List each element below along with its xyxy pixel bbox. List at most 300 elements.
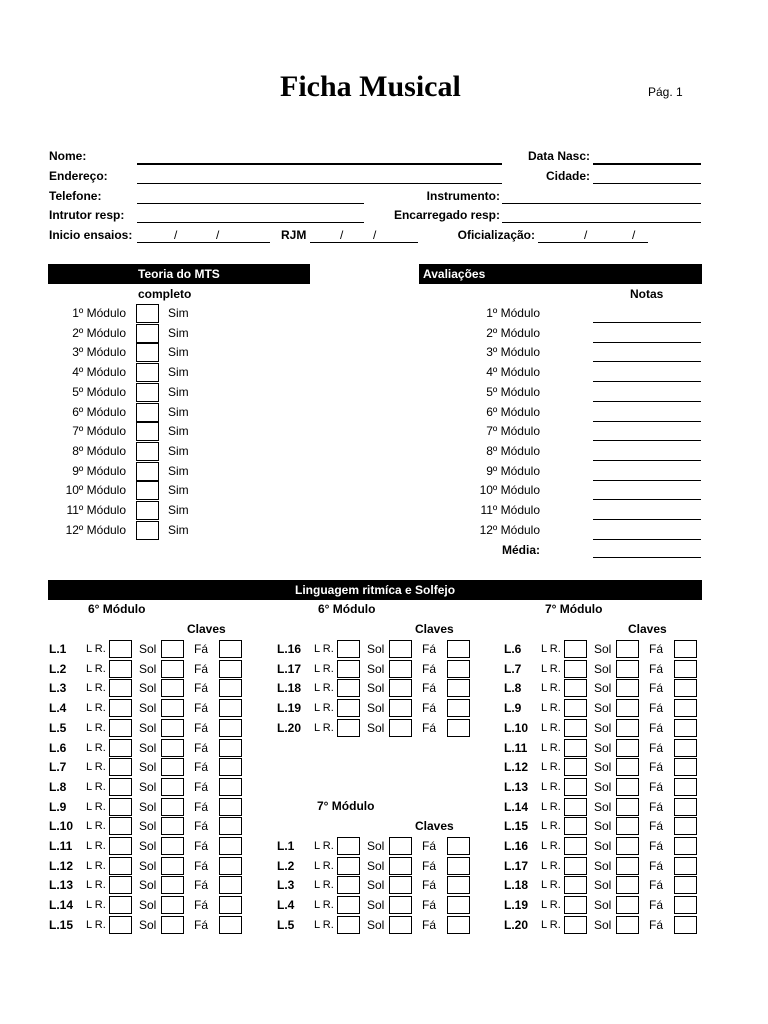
fa-checkbox[interactable] [219, 837, 242, 855]
teoria-checkbox[interactable] [136, 324, 159, 343]
lr-checkbox[interactable] [337, 896, 360, 914]
avaliacoes-title: Avaliações [423, 267, 486, 281]
avaliacao-module-label: 6º Módulo [486, 404, 540, 419]
lr-label: L R. [541, 721, 561, 734]
sol-checkbox[interactable] [389, 719, 412, 737]
fa-checkbox[interactable] [674, 739, 697, 757]
teoria-module-label: 3º Módulo [72, 345, 126, 360]
lesson-label: L.7 [504, 661, 522, 676]
sol-label: Sol [367, 661, 385, 676]
sol-checkbox[interactable] [616, 699, 639, 717]
lr-label: L R. [86, 780, 106, 793]
sol-checkbox[interactable] [616, 640, 639, 658]
sol-label: Sol [594, 917, 612, 932]
fa-label: Fá [649, 858, 664, 873]
sol-label: Sol [139, 681, 157, 696]
sol-label: Sol [367, 701, 385, 716]
fa-checkbox[interactable] [219, 896, 242, 914]
nota-field[interactable] [593, 440, 701, 441]
nota-field[interactable] [593, 460, 701, 461]
fa-checkbox[interactable] [674, 837, 697, 855]
lr-checkbox[interactable] [337, 916, 360, 934]
lesson-label: L.6 [49, 740, 67, 755]
nome-field[interactable] [137, 163, 502, 165]
fa-checkbox[interactable] [674, 640, 697, 658]
data-nasc-field[interactable] [593, 163, 701, 165]
fa-checkbox[interactable] [447, 679, 470, 697]
fa-checkbox[interactable] [674, 778, 697, 796]
nota-field[interactable] [593, 381, 701, 382]
lr-checkbox[interactable] [564, 798, 587, 816]
lr-checkbox[interactable] [109, 778, 132, 796]
fa-label: Fá [422, 681, 437, 696]
fa-checkbox[interactable] [219, 876, 242, 894]
fa-checkbox[interactable] [674, 857, 697, 875]
lr-checkbox[interactable] [337, 699, 360, 717]
instrumento-field[interactable] [502, 203, 701, 204]
lr-label: L R. [86, 879, 106, 892]
teoria-module-label: 11º Módulo [66, 503, 126, 517]
date-slash: / [632, 228, 636, 242]
sol-checkbox[interactable] [161, 817, 184, 835]
sol-checkbox[interactable] [161, 857, 184, 875]
sol-label: Sol [367, 642, 385, 656]
lr-label: L R. [86, 859, 106, 872]
linguagem-header-bar [48, 580, 702, 600]
avaliacao-module-label: 5º Módulo [486, 384, 540, 399]
teoria-checkbox[interactable] [136, 521, 159, 540]
lr-label: L R. [314, 879, 334, 892]
avaliacao-module-label: 11º Módulo [480, 503, 540, 517]
lr-checkbox[interactable] [109, 817, 132, 835]
sol-checkbox[interactable] [616, 758, 639, 776]
nota-field[interactable] [593, 519, 701, 520]
fa-label: Fá [422, 701, 437, 716]
date-slash: / [216, 228, 220, 242]
sol-label: Sol [139, 701, 157, 716]
rjm-field[interactable] [310, 242, 418, 243]
teoria-checkbox[interactable] [136, 383, 159, 402]
lr-label: L R. [314, 682, 334, 695]
lr-label: L R. [86, 643, 106, 655]
linguagem-title: Linguagem ritmíca e Solfejo [295, 583, 456, 597]
label-instrutor: Intrutor resp: [49, 208, 125, 222]
sol-checkbox[interactable] [616, 679, 639, 697]
teoria-checkbox[interactable] [136, 481, 159, 500]
fa-checkbox[interactable] [674, 758, 697, 776]
fa-label: Fá [194, 917, 209, 932]
lesson-label: L.16 [277, 642, 302, 656]
fa-checkbox[interactable] [674, 916, 697, 934]
nota-field[interactable] [593, 401, 701, 402]
lr-label: L R. [86, 899, 106, 912]
date-slash: / [174, 228, 178, 242]
sol-label: Sol [139, 858, 157, 873]
fa-checkbox[interactable] [674, 699, 697, 717]
lr-checkbox[interactable] [564, 778, 587, 796]
lr-checkbox[interactable] [337, 660, 360, 678]
sol-checkbox[interactable] [161, 916, 184, 934]
teoria-sim-label: Sim [168, 522, 189, 537]
sol-checkbox[interactable] [389, 896, 412, 914]
fa-checkbox[interactable] [219, 699, 242, 717]
sol-checkbox[interactable] [616, 916, 639, 934]
lesson-label: L.4 [277, 898, 295, 913]
lr-label: L R. [86, 682, 106, 695]
lr-label: L R. [86, 918, 106, 931]
lr-label: L R. [314, 840, 334, 852]
fa-label: Fá [194, 839, 209, 853]
lesson-label: L.14 [504, 799, 529, 814]
col2a-heading: 6° Módulo [318, 602, 376, 616]
lr-label: L R. [541, 702, 561, 715]
label-cidade: Cidade: [545, 169, 590, 183]
teoria-checkbox[interactable] [136, 343, 159, 362]
sol-checkbox[interactable] [389, 679, 412, 697]
lr-label: L R. [541, 859, 561, 872]
fa-checkbox[interactable] [447, 857, 470, 875]
lr-checkbox[interactable] [337, 719, 360, 737]
lr-checkbox[interactable] [109, 876, 132, 894]
lr-checkbox[interactable] [337, 857, 360, 875]
lr-checkbox[interactable] [109, 758, 132, 776]
col2b-claves: Claves [415, 819, 454, 833]
sol-label: Sol [367, 898, 385, 913]
fa-label: Fá [194, 799, 209, 814]
lr-checkbox[interactable] [337, 640, 360, 658]
sol-checkbox[interactable] [389, 857, 412, 875]
fa-label: Fá [649, 720, 664, 735]
sol-checkbox[interactable] [389, 916, 412, 934]
teoria-checkbox[interactable] [136, 363, 159, 382]
fa-label: Fá [194, 760, 209, 775]
fa-label: Fá [649, 839, 664, 853]
fa-label: Fá [422, 917, 437, 932]
lesson-label: L.5 [277, 917, 295, 932]
lr-checkbox[interactable] [109, 916, 132, 934]
sol-checkbox[interactable] [389, 699, 412, 717]
lr-checkbox[interactable] [337, 679, 360, 697]
teoria-sim-label: Sim [168, 424, 189, 439]
lr-label: L R. [541, 918, 561, 931]
teoria-sim-label: Sim [168, 443, 189, 458]
fa-checkbox[interactable] [219, 778, 242, 796]
lr-checkbox[interactable] [337, 837, 360, 855]
lesson-label: L.8 [49, 779, 67, 794]
avaliacao-module-label: 1º Módulo [486, 306, 540, 320]
lr-checkbox[interactable] [564, 817, 587, 835]
teoria-checkbox[interactable] [136, 422, 159, 441]
lesson-label: L.15 [49, 917, 74, 932]
fa-checkbox[interactable] [219, 679, 242, 697]
sol-checkbox[interactable] [616, 817, 639, 835]
sol-label: Sol [367, 681, 385, 696]
fa-checkbox[interactable] [219, 640, 242, 658]
sol-checkbox[interactable] [616, 739, 639, 757]
teoria-sim-label: Sim [168, 404, 189, 419]
lr-label: L R. [541, 761, 561, 774]
sol-checkbox[interactable] [161, 739, 184, 757]
avaliacao-module-label: 12º Módulo [479, 522, 540, 537]
nota-field[interactable] [593, 499, 701, 500]
lr-checkbox[interactable] [564, 837, 587, 855]
teoria-header-bar [48, 264, 310, 284]
inicio-ensaios-field[interactable] [137, 242, 270, 243]
avaliacoes-header-bar [419, 264, 702, 284]
fa-checkbox[interactable] [447, 640, 470, 658]
col3-heading: 7° Módulo [545, 602, 603, 616]
nota-field[interactable] [593, 322, 701, 323]
teoria-checkbox[interactable] [136, 304, 159, 323]
sol-checkbox[interactable] [616, 857, 639, 875]
teoria-sim-label: Sim [168, 325, 189, 340]
col1-heading: 6° Módulo [88, 602, 146, 616]
fa-label: Fá [649, 898, 664, 913]
fa-label: Fá [194, 898, 209, 913]
fa-label: Fá [194, 858, 209, 873]
telefone-field[interactable] [137, 203, 364, 204]
teoria-checkbox[interactable] [136, 501, 159, 520]
sol-checkbox[interactable] [161, 798, 184, 816]
lr-checkbox[interactable] [564, 758, 587, 776]
lesson-label: L.5 [49, 720, 67, 735]
label-encarregado: Encarregado resp: [393, 208, 500, 222]
fa-label: Fá [649, 799, 664, 814]
sol-checkbox[interactable] [389, 640, 412, 658]
lr-label: L R. [541, 840, 561, 852]
lr-checkbox[interactable] [564, 896, 587, 914]
lesson-label: L.9 [49, 799, 67, 814]
sol-label: Sol [139, 917, 157, 932]
sol-checkbox[interactable] [389, 660, 412, 678]
nota-field[interactable] [593, 539, 701, 540]
label-inicio-ensaios: Inicio ensaios: [49, 228, 133, 242]
lr-label: L R. [86, 721, 106, 734]
lr-checkbox[interactable] [109, 719, 132, 737]
lr-checkbox[interactable] [109, 798, 132, 816]
lr-label: L R. [86, 662, 106, 675]
teoria-module-label: 12º Módulo [65, 522, 126, 537]
label-rjm: RJM [281, 228, 307, 242]
sol-checkbox[interactable] [389, 837, 412, 855]
lesson-label: L.3 [49, 681, 67, 696]
sol-checkbox[interactable] [616, 798, 639, 816]
fa-label: Fá [649, 779, 664, 794]
teoria-module-label: 8º Módulo [72, 443, 126, 458]
oficializacao-field[interactable] [538, 242, 648, 243]
notas-header: Notas [630, 287, 664, 301]
lr-label: L R. [541, 820, 561, 833]
sol-checkbox[interactable] [161, 679, 184, 697]
fa-label: Fá [422, 858, 437, 873]
sol-label: Sol [139, 642, 157, 656]
teoria-module-label: 6º Módulo [72, 404, 126, 419]
sol-label: Sol [139, 839, 157, 853]
sol-checkbox[interactable] [161, 660, 184, 678]
endereco-field[interactable] [137, 183, 502, 184]
lr-checkbox[interactable] [564, 719, 587, 737]
sol-checkbox[interactable] [616, 778, 639, 796]
sol-label: Sol [367, 839, 385, 853]
lr-checkbox[interactable] [109, 857, 132, 875]
sol-label: Sol [139, 720, 157, 735]
lesson-label: L.20 [504, 917, 529, 932]
fa-checkbox[interactable] [219, 798, 242, 816]
sol-checkbox[interactable] [161, 896, 184, 914]
lr-label: L R. [541, 879, 561, 892]
teoria-checkbox[interactable] [136, 462, 159, 481]
sol-checkbox[interactable] [616, 660, 639, 678]
lr-checkbox[interactable] [564, 679, 587, 697]
lr-label: L R. [541, 899, 561, 912]
sol-checkbox[interactable] [616, 837, 639, 855]
fa-checkbox[interactable] [674, 719, 697, 737]
lr-label: L R. [314, 721, 334, 734]
lr-checkbox[interactable] [564, 916, 587, 934]
fa-label: Fá [422, 839, 437, 853]
instrutor-field[interactable] [137, 222, 364, 223]
fa-checkbox[interactable] [219, 739, 242, 757]
sol-checkbox[interactable] [161, 640, 184, 658]
label-data-nasc: Data Nasc: [527, 149, 590, 163]
fa-label: Fá [649, 701, 664, 716]
sol-label: Sol [139, 799, 157, 814]
fa-label: Fá [194, 878, 209, 893]
lesson-label: L.15 [504, 819, 529, 834]
teoria-checkbox[interactable] [136, 442, 159, 461]
fa-checkbox[interactable] [219, 817, 242, 835]
sol-checkbox[interactable] [161, 837, 184, 855]
sol-checkbox[interactable] [616, 876, 639, 894]
nota-field[interactable] [593, 361, 701, 362]
sol-checkbox[interactable] [616, 896, 639, 914]
fa-checkbox[interactable] [447, 916, 470, 934]
fa-checkbox[interactable] [674, 679, 697, 697]
teoria-module-label: 5º Módulo [72, 384, 126, 399]
teoria-sim-label: Sim [168, 463, 189, 478]
lr-checkbox[interactable] [564, 739, 587, 757]
fa-checkbox[interactable] [219, 857, 242, 875]
lr-checkbox[interactable] [109, 739, 132, 757]
sol-checkbox[interactable] [389, 876, 412, 894]
lesson-label: L.11 [504, 740, 528, 755]
lr-checkbox[interactable] [564, 699, 587, 717]
teoria-title: Teoria do MTS [138, 267, 220, 281]
lesson-label: L.3 [277, 878, 295, 893]
sol-label: Sol [594, 720, 612, 735]
fa-checkbox[interactable] [219, 660, 242, 678]
lr-checkbox[interactable] [564, 876, 587, 894]
lr-checkbox[interactable] [109, 679, 132, 697]
fa-checkbox[interactable] [447, 837, 470, 855]
fa-checkbox[interactable] [674, 798, 697, 816]
fa-checkbox[interactable] [219, 916, 242, 934]
sol-label: Sol [594, 799, 612, 814]
lr-checkbox[interactable] [109, 896, 132, 914]
lesson-label: L.19 [277, 701, 302, 716]
sol-label: Sol [594, 858, 612, 873]
sol-label: Sol [594, 898, 612, 913]
avaliacao-module-label: 4º Módulo [486, 365, 540, 380]
lr-checkbox[interactable] [337, 876, 360, 894]
fa-label: Fá [649, 819, 664, 834]
fa-checkbox[interactable] [674, 876, 697, 894]
date-slash: / [340, 228, 344, 242]
lr-checkbox[interactable] [564, 857, 587, 875]
fa-checkbox[interactable] [447, 699, 470, 717]
sol-label: Sol [139, 878, 157, 893]
avaliacao-module-label: 3º Módulo [486, 345, 540, 360]
nota-field[interactable] [593, 421, 701, 422]
lr-checkbox[interactable] [564, 640, 587, 658]
sol-checkbox[interactable] [161, 719, 184, 737]
fa-checkbox[interactable] [219, 719, 242, 737]
sol-label: Sol [139, 760, 157, 775]
cidade-field[interactable] [593, 183, 701, 184]
lr-label: L R. [541, 662, 561, 675]
col3-claves: Claves [628, 622, 667, 636]
teoria-sim-label: Sim [168, 503, 189, 517]
sol-label: Sol [139, 779, 157, 794]
fa-checkbox[interactable] [674, 896, 697, 914]
lesson-label: L.8 [504, 681, 522, 696]
lesson-label: L.2 [49, 661, 67, 676]
lr-checkbox[interactable] [109, 660, 132, 678]
lesson-label: L.11 [49, 839, 73, 853]
sol-checkbox[interactable] [161, 699, 184, 717]
nota-field[interactable] [593, 342, 701, 343]
lr-label: L R. [541, 643, 561, 655]
date-slash: / [373, 228, 377, 242]
fa-checkbox[interactable] [447, 896, 470, 914]
teoria-subtitle: completo [138, 287, 192, 301]
teoria-checkbox[interactable] [136, 403, 159, 422]
sol-label: Sol [594, 642, 612, 656]
sol-checkbox[interactable] [616, 719, 639, 737]
lr-checkbox[interactable] [109, 640, 132, 658]
sol-label: Sol [139, 898, 157, 913]
fa-checkbox[interactable] [447, 660, 470, 678]
nota-field[interactable] [593, 480, 701, 481]
lesson-label: L.19 [504, 898, 529, 913]
sol-checkbox[interactable] [161, 876, 184, 894]
sol-label: Sol [594, 661, 612, 676]
lr-label: L R. [86, 820, 106, 833]
sol-label: Sol [594, 779, 612, 794]
lr-checkbox[interactable] [564, 660, 587, 678]
fa-checkbox[interactable] [674, 660, 697, 678]
lr-checkbox[interactable] [109, 837, 132, 855]
encarregado-field[interactable] [502, 222, 701, 223]
lr-checkbox[interactable] [109, 699, 132, 717]
fa-label: Fá [194, 740, 209, 755]
sol-checkbox[interactable] [161, 778, 184, 796]
fa-checkbox[interactable] [447, 876, 470, 894]
fa-label: Fá [194, 661, 209, 676]
lesson-label: L.17 [504, 858, 529, 873]
fa-checkbox[interactable] [674, 817, 697, 835]
fa-checkbox[interactable] [447, 719, 470, 737]
teoria-sim-label: Sim [168, 365, 189, 380]
sol-label: Sol [367, 720, 385, 735]
sol-label: Sol [139, 740, 157, 755]
sol-checkbox[interactable] [161, 758, 184, 776]
fa-checkbox[interactable] [219, 758, 242, 776]
teoria-module-label: 10º Módulo [65, 483, 126, 498]
lesson-label: L.7 [49, 760, 67, 775]
label-endereco: Endereço: [49, 169, 108, 183]
media-field[interactable] [593, 557, 701, 558]
